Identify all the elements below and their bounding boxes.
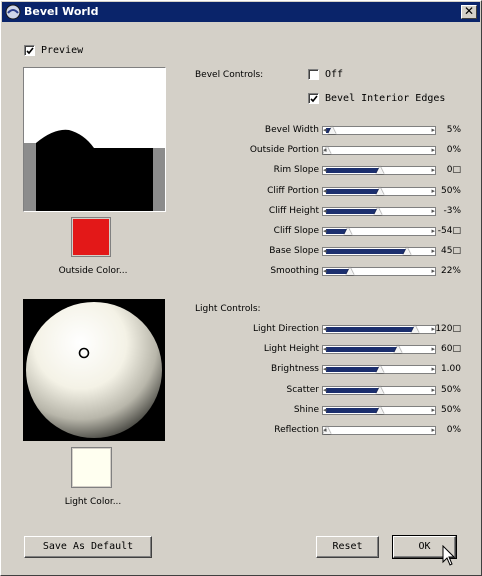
title-bar xyxy=(2,2,480,22)
slider-value: 50% xyxy=(440,384,461,395)
slider-value: 45□ xyxy=(441,246,461,257)
slider-thumb[interactable] xyxy=(376,166,384,174)
bevel-controls-heading: Bevel Controls: xyxy=(195,70,264,80)
bevel-preview xyxy=(23,67,166,212)
slider-label: Bevel Width xyxy=(264,125,319,135)
light-color-swatch[interactable] xyxy=(71,447,112,488)
slider-label: Cliff Height xyxy=(268,205,319,216)
slider-track[interactable] xyxy=(322,406,436,415)
arrow-left-icon[interactable]: ◂ xyxy=(323,126,327,134)
slider-value: 5% xyxy=(446,125,461,135)
slider-track[interactable] xyxy=(322,166,436,175)
slider-label: Rim Slope xyxy=(273,165,319,176)
checkmark-icon xyxy=(26,47,34,55)
arrow-right-icon[interactable]: ▸ xyxy=(431,206,435,215)
light-color-label: Light Color... xyxy=(64,497,122,507)
arrow-right-icon[interactable]: ▸ xyxy=(431,227,435,235)
arrow-left-icon[interactable]: ◂ xyxy=(323,206,327,215)
arrow-right-icon[interactable]: ▸ xyxy=(431,405,435,414)
slider-value: 60□ xyxy=(441,344,461,355)
slider-thumb[interactable] xyxy=(344,227,352,235)
slider-label: Outside Portion xyxy=(249,145,319,156)
slider-label: Reflection xyxy=(274,425,319,435)
slider-label: Cliff Slope xyxy=(273,226,319,236)
slider-label: Light Height xyxy=(263,344,319,355)
slider-value: 50% xyxy=(440,404,461,415)
slider-fill xyxy=(326,388,379,393)
slider-track[interactable] xyxy=(322,325,436,334)
slider-track[interactable] xyxy=(322,426,436,435)
arrow-left-icon[interactable]: ◂ xyxy=(323,345,327,354)
arrow-left-icon[interactable]: ◂ xyxy=(323,267,327,276)
slider-thumb[interactable] xyxy=(328,126,336,134)
off-checkbox[interactable] xyxy=(308,69,319,80)
slider-fill xyxy=(326,209,377,214)
slider-track[interactable] xyxy=(322,227,436,236)
arrow-left-icon[interactable]: ◂ xyxy=(323,146,327,155)
slider-thumb[interactable] xyxy=(376,365,384,373)
bevel-interior-edges-label: Bevel Interior Edges xyxy=(325,93,446,104)
slider-track[interactable] xyxy=(322,247,436,256)
slider-value: -54□ xyxy=(437,226,461,236)
slider-track[interactable] xyxy=(322,187,436,196)
slider-thumb[interactable] xyxy=(411,325,419,333)
arrow-right-icon[interactable]: ▸ xyxy=(431,267,435,276)
slider-value: 22% xyxy=(440,266,461,277)
light-direction-preview[interactable] xyxy=(23,299,165,441)
checkmark-icon xyxy=(310,95,318,103)
slider-thumb[interactable] xyxy=(374,207,382,215)
slider-value: 50% xyxy=(440,185,461,196)
outside-color-swatch[interactable] xyxy=(71,217,111,257)
slider-thumb[interactable] xyxy=(376,187,384,195)
arrow-left-icon[interactable]: ◂ xyxy=(323,365,327,374)
bevel-interior-edges-checkbox[interactable] xyxy=(308,93,319,104)
window-title: Bevel World xyxy=(24,5,99,18)
arrow-left-icon[interactable]: ◂ xyxy=(323,186,327,195)
slider-track[interactable] xyxy=(322,345,436,354)
slider-thumb[interactable] xyxy=(376,406,384,414)
arrow-right-icon[interactable]: ▸ xyxy=(431,146,435,155)
slider-track[interactable] xyxy=(322,207,436,216)
slider-value: 0% xyxy=(446,425,461,435)
slider-label: Base Slope xyxy=(269,246,319,257)
slider-thumb[interactable] xyxy=(346,267,354,275)
arrow-left-icon[interactable]: ◂ xyxy=(323,385,327,394)
slider-value: -3% xyxy=(443,205,461,216)
slider-label: Brightness xyxy=(271,364,319,375)
arrow-right-icon[interactable]: ▸ xyxy=(431,365,435,374)
slider-fill xyxy=(326,347,397,352)
arrow-left-icon[interactable]: ◂ xyxy=(323,405,327,414)
preview-label: Preview xyxy=(41,45,84,56)
arrow-left-icon[interactable]: ◂ xyxy=(323,166,327,175)
slider-track[interactable] xyxy=(322,365,436,374)
reset-button[interactable]: Reset xyxy=(316,536,379,558)
slider-label: Shine xyxy=(293,404,319,415)
arrow-right-icon[interactable]: ▸ xyxy=(431,166,435,175)
arrow-left-icon[interactable]: ◂ xyxy=(323,325,327,333)
preview-checkbox[interactable] xyxy=(24,45,35,56)
arrow-right-icon[interactable]: ▸ xyxy=(431,385,435,394)
slider-value: 0% xyxy=(446,145,461,156)
slider-track[interactable] xyxy=(322,126,436,135)
slider-thumb[interactable] xyxy=(376,386,384,394)
slider-thumb[interactable] xyxy=(394,345,402,353)
light-controls-heading: Light Controls: xyxy=(195,304,261,314)
arrow-right-icon[interactable]: ▸ xyxy=(431,426,435,434)
arrow-left-icon[interactable]: ◂ xyxy=(323,247,327,256)
slider-value: 120□ xyxy=(435,324,461,334)
slider-label: Scatter xyxy=(286,384,319,395)
ok-button[interactable]: OK xyxy=(393,536,456,558)
slider-label: Smoothing xyxy=(270,266,319,277)
off-label: Off xyxy=(325,69,344,80)
app-icon xyxy=(5,4,21,20)
outside-color-label: Outside Color... xyxy=(58,266,128,276)
save-as-default-button[interactable]: Save As Default xyxy=(24,536,152,558)
slider-fill xyxy=(326,168,379,173)
slider-track[interactable] xyxy=(322,146,436,155)
slider-thumb[interactable] xyxy=(403,247,411,255)
slider-track[interactable] xyxy=(322,267,436,276)
slider-label: Light Direction xyxy=(253,324,319,334)
slider-label: Cliff Portion xyxy=(267,185,319,196)
arrow-right-icon[interactable]: ▸ xyxy=(431,126,435,134)
slider-fill xyxy=(326,327,414,332)
close-icon: ✕ xyxy=(463,4,475,18)
arrow-right-icon[interactable]: ▸ xyxy=(431,186,435,195)
slider-track[interactable] xyxy=(322,386,436,395)
arrow-left-icon[interactable]: ◂ xyxy=(323,227,327,235)
slider-fill xyxy=(326,367,379,372)
slider-fill xyxy=(326,408,379,413)
slider-fill xyxy=(326,189,379,194)
arrow-right-icon[interactable]: ▸ xyxy=(431,325,435,333)
arrow-right-icon[interactable]: ▸ xyxy=(431,247,435,256)
slider-value: 1.00 xyxy=(440,364,461,375)
close-button[interactable] xyxy=(461,5,477,19)
mouse-cursor-icon xyxy=(442,545,456,567)
arrow-left-icon[interactable]: ◂ xyxy=(323,426,327,434)
arrow-right-icon[interactable]: ▸ xyxy=(431,345,435,354)
slider-fill xyxy=(326,249,406,254)
slider-value: 0□ xyxy=(446,165,461,176)
